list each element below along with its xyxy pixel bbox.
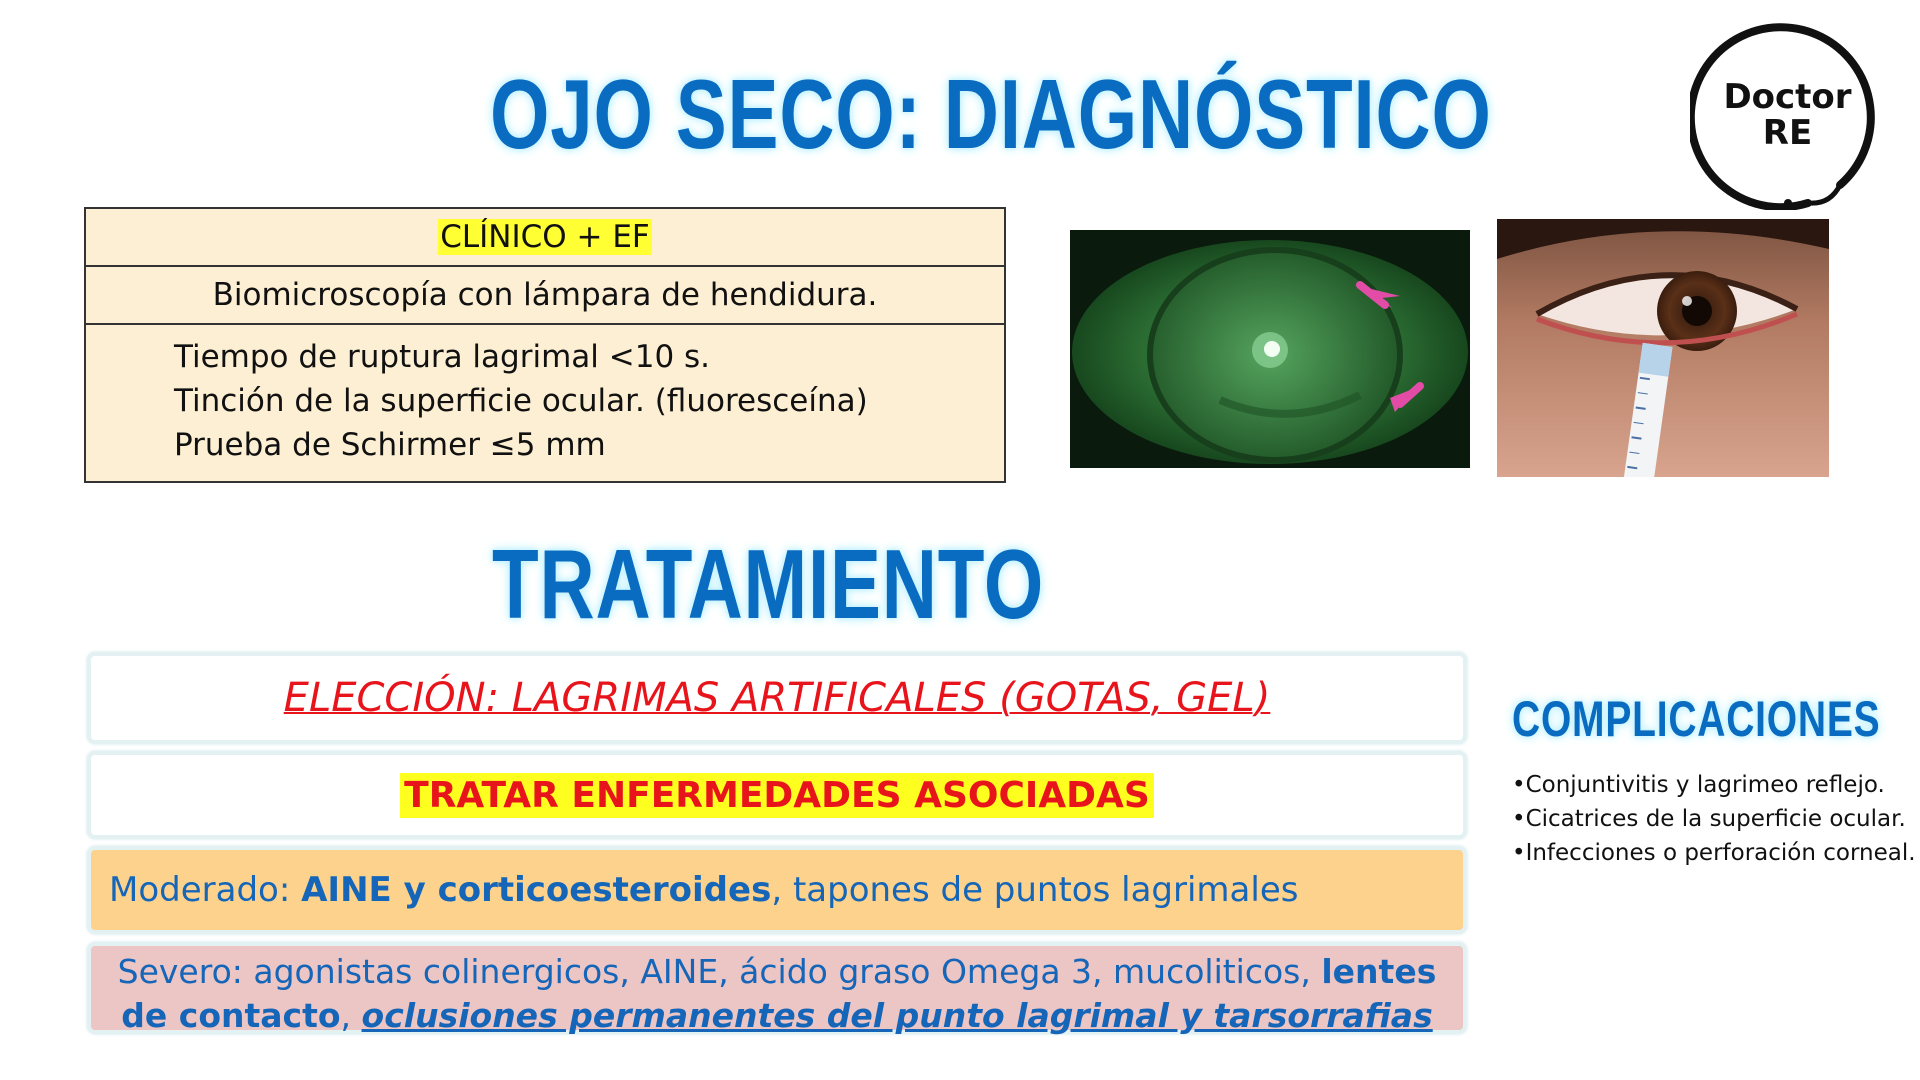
complications-list: [1512, 768, 1916, 870]
test-item: Prueba de Schirmer ≤5 mm: [174, 427, 606, 463]
moderate-treatment-box: [87, 846, 1467, 934]
treatment-title: TRATAMIENTO: [492, 529, 1045, 639]
biomicroscopy-text: Biomicroscopía con lámpara de hendidura.: [212, 277, 878, 313]
diagnosis-tests-row: [86, 325, 1004, 481]
test-item: Tiempo de ruptura lagrimal <10 s.: [174, 339, 711, 375]
list-item: •Conjuntivitis y lagrimeo reflejo.: [1512, 772, 1885, 798]
severe-comma: ,: [340, 996, 362, 1035]
list-item: •Infecciones o perforación corneal.: [1512, 840, 1916, 866]
diagnosis-table-header: [86, 209, 1004, 267]
severe-bold-text: lentes de contacto: [121, 952, 1437, 1035]
diagnosis-table: [84, 207, 1006, 483]
fluorescein-stained-eye-photo: [1070, 230, 1470, 468]
moderate-suffix: , tapones de puntos lagrimales: [771, 870, 1299, 910]
schirmer-test-strip-photo: [1497, 219, 1829, 477]
logo-text: [1690, 79, 1885, 151]
moderate-prefix: Moderado:: [109, 870, 302, 910]
diagnosis-table-row: [86, 267, 1004, 325]
moderate-bold-text: AINE y corticoesteroides: [301, 870, 772, 910]
treatment-choice-text: ELECCIÓN: LAGRIMAS ARTIFICALES (GOTAS, GEL): [283, 675, 1271, 721]
list-item: •Cicatrices de la superficie ocular.: [1512, 806, 1906, 832]
treatment-choice-box: [87, 652, 1467, 744]
severe-treatment-box: [87, 942, 1467, 1034]
test-item: Tinción de la superficie ocular. (fluoresceína): [174, 383, 868, 419]
diagnosis-header-label: CLÍNICO + EF: [440, 219, 650, 255]
logo-line-2: RE: [1762, 113, 1813, 153]
severe-treatment-text: [91, 950, 1463, 1038]
doctor-re-logo: [1690, 15, 1885, 210]
associated-diseases-box: [87, 751, 1467, 839]
logo-line-1: Doctor: [1723, 77, 1852, 117]
associated-diseases-text: TRATAR ENFERMEDADES ASOCIADAS: [400, 773, 1154, 818]
complications-title: COMPLICACIONES: [1512, 691, 1881, 747]
severe-prefix: Severo: agonistas colinergicos, AINE, ácido graso Omega 3, mucoliticos,: [117, 952, 1322, 991]
page-title: OJO SECO: DIAGNÓSTICO: [490, 59, 1492, 169]
severe-emphasis-text: oclusiones permanentes del punto lagrimal y tarsorrafias: [361, 996, 1433, 1035]
moderate-treatment-text: [109, 870, 1298, 910]
